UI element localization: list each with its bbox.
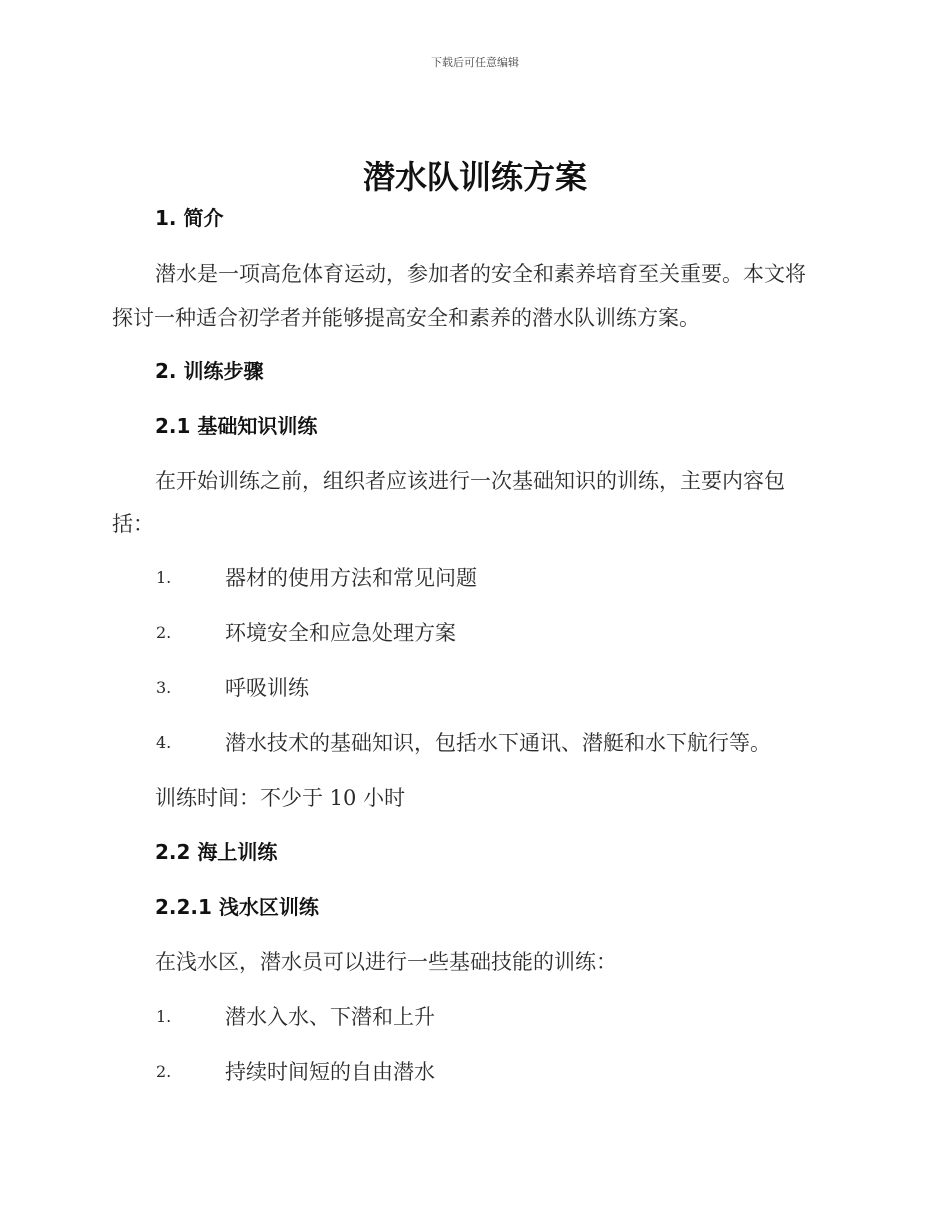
list-item-number: 4. [156, 733, 172, 752]
basics-duration: 训练时间：不少于 10 小时 [155, 786, 406, 810]
list-item-number: 1. [156, 1007, 172, 1026]
intro-paragraph-line-1: 潜水是一项高危体育运动，参加者的安全和素养培育至关重要。本文将 [155, 262, 806, 286]
list-item-number: 3. [156, 678, 172, 697]
list-item-number: 2. [156, 1062, 172, 1081]
document-title: 潜水队训练方案 [362, 158, 587, 196]
shallow-intro: 在浅水区，潜水员可以进行一些基础技能的训练： [155, 950, 617, 974]
subsection-heading-basics: 2.1 基础知识训练 [155, 414, 318, 438]
basics-intro-line-2: 括： [112, 512, 154, 536]
list-item: 环境安全和应急处理方案 [225, 621, 456, 645]
list-item: 潜水技术的基础知识，包括水下通讯、潜艇和水下航行等。 [225, 731, 771, 755]
list-item: 潜水入水、下潜和上升 [225, 1005, 435, 1029]
subsection-heading-shallow: 2.2.1 浅水区训练 [155, 895, 319, 919]
section-heading-intro: 1. 简介 [155, 206, 224, 230]
list-item: 器材的使用方法和常见问题 [225, 566, 477, 590]
subsection-heading-sea: 2.2 海上训练 [155, 840, 278, 864]
list-item-number: 1. [156, 568, 172, 587]
page-header-note: 下载后可任意编辑 [431, 56, 519, 69]
list-item: 呼吸训练 [225, 676, 309, 700]
section-heading-steps: 2. 训练步骤 [155, 359, 264, 383]
basics-intro-line-1: 在开始训练之前，组织者应该进行一次基础知识的训练，主要内容包 [155, 469, 785, 493]
intro-paragraph-line-2: 探讨一种适合初学者并能够提高安全和素养的潜水队训练方案。 [112, 306, 700, 330]
list-item: 持续时间短的自由潜水 [225, 1060, 435, 1084]
list-item-number: 2. [156, 623, 172, 642]
